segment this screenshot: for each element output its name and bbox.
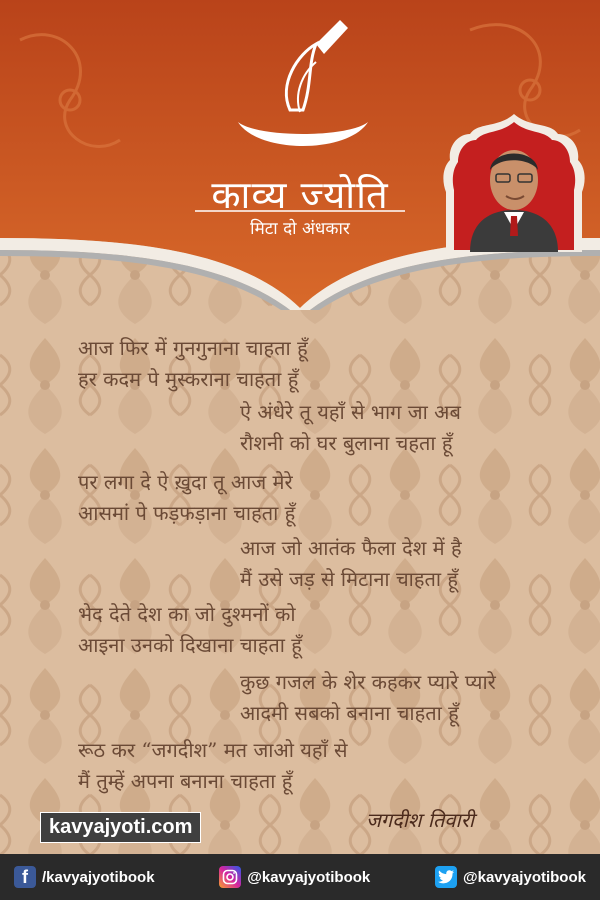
brand-title: काव्य ज्योति (211, 173, 389, 217)
twitter-handle: @kavyajyotibook (462, 868, 586, 886)
poem-line: आसमां पे फड़फड़ाना चाहता हूँ (78, 501, 296, 525)
poem-line: आज फिर में गुनगुनाना चाहता हूँ (78, 336, 308, 360)
poem-line: ऐ अंधेरे तू यहाँ से भाग जा अब (240, 400, 461, 424)
twitter-link[interactable] (435, 866, 586, 888)
facebook-icon: f (14, 866, 36, 888)
poem-line: मैं तुम्हें अपना बनाना चाहता हूँ (78, 769, 293, 793)
instagram-icon (219, 866, 241, 888)
poem-line: आज जो आतंक फैला देश में है (240, 536, 462, 560)
social-footer (0, 854, 600, 900)
author-signature: जगदीश तिवारी (366, 808, 475, 832)
poem-line: हर कदम पे मुस्कराना चाहता हूँ (78, 367, 299, 391)
poem-line: रूठ कर “जगदीश” मत जाओ यहाँ से (78, 738, 348, 762)
poem-line: कुछ गजल के शेर कहकर प्यारे प्यारे (240, 670, 496, 694)
poem-line: आदमी सबको बनाना चाहता हूँ (240, 701, 459, 725)
poem-line: भेद देते देश का जो दुश्मनों को (78, 602, 296, 626)
poem-line: आइना उनको दिखाना चाहता हूँ (78, 633, 302, 657)
facebook-link[interactable] (14, 866, 155, 888)
facebook-handle: /kavyajyotibook (42, 868, 155, 886)
instagram-link[interactable] (219, 866, 370, 888)
poem-line: रौशनी को घर बुलाना चहता हूँ (240, 431, 453, 455)
instagram-handle: @kavyajyotibook (247, 868, 371, 886)
website-label: kavyajyoti.com (40, 812, 201, 843)
poem-line: मैं उसे जड़ से मिटाना चाहता हूँ (240, 567, 459, 591)
twitter-icon (435, 866, 457, 888)
poem-line: पर लगा दे ऐ ख़ुदा तू आज मेरे (78, 470, 293, 494)
brand-tagline: मिटा दो अंधकार (250, 219, 350, 239)
